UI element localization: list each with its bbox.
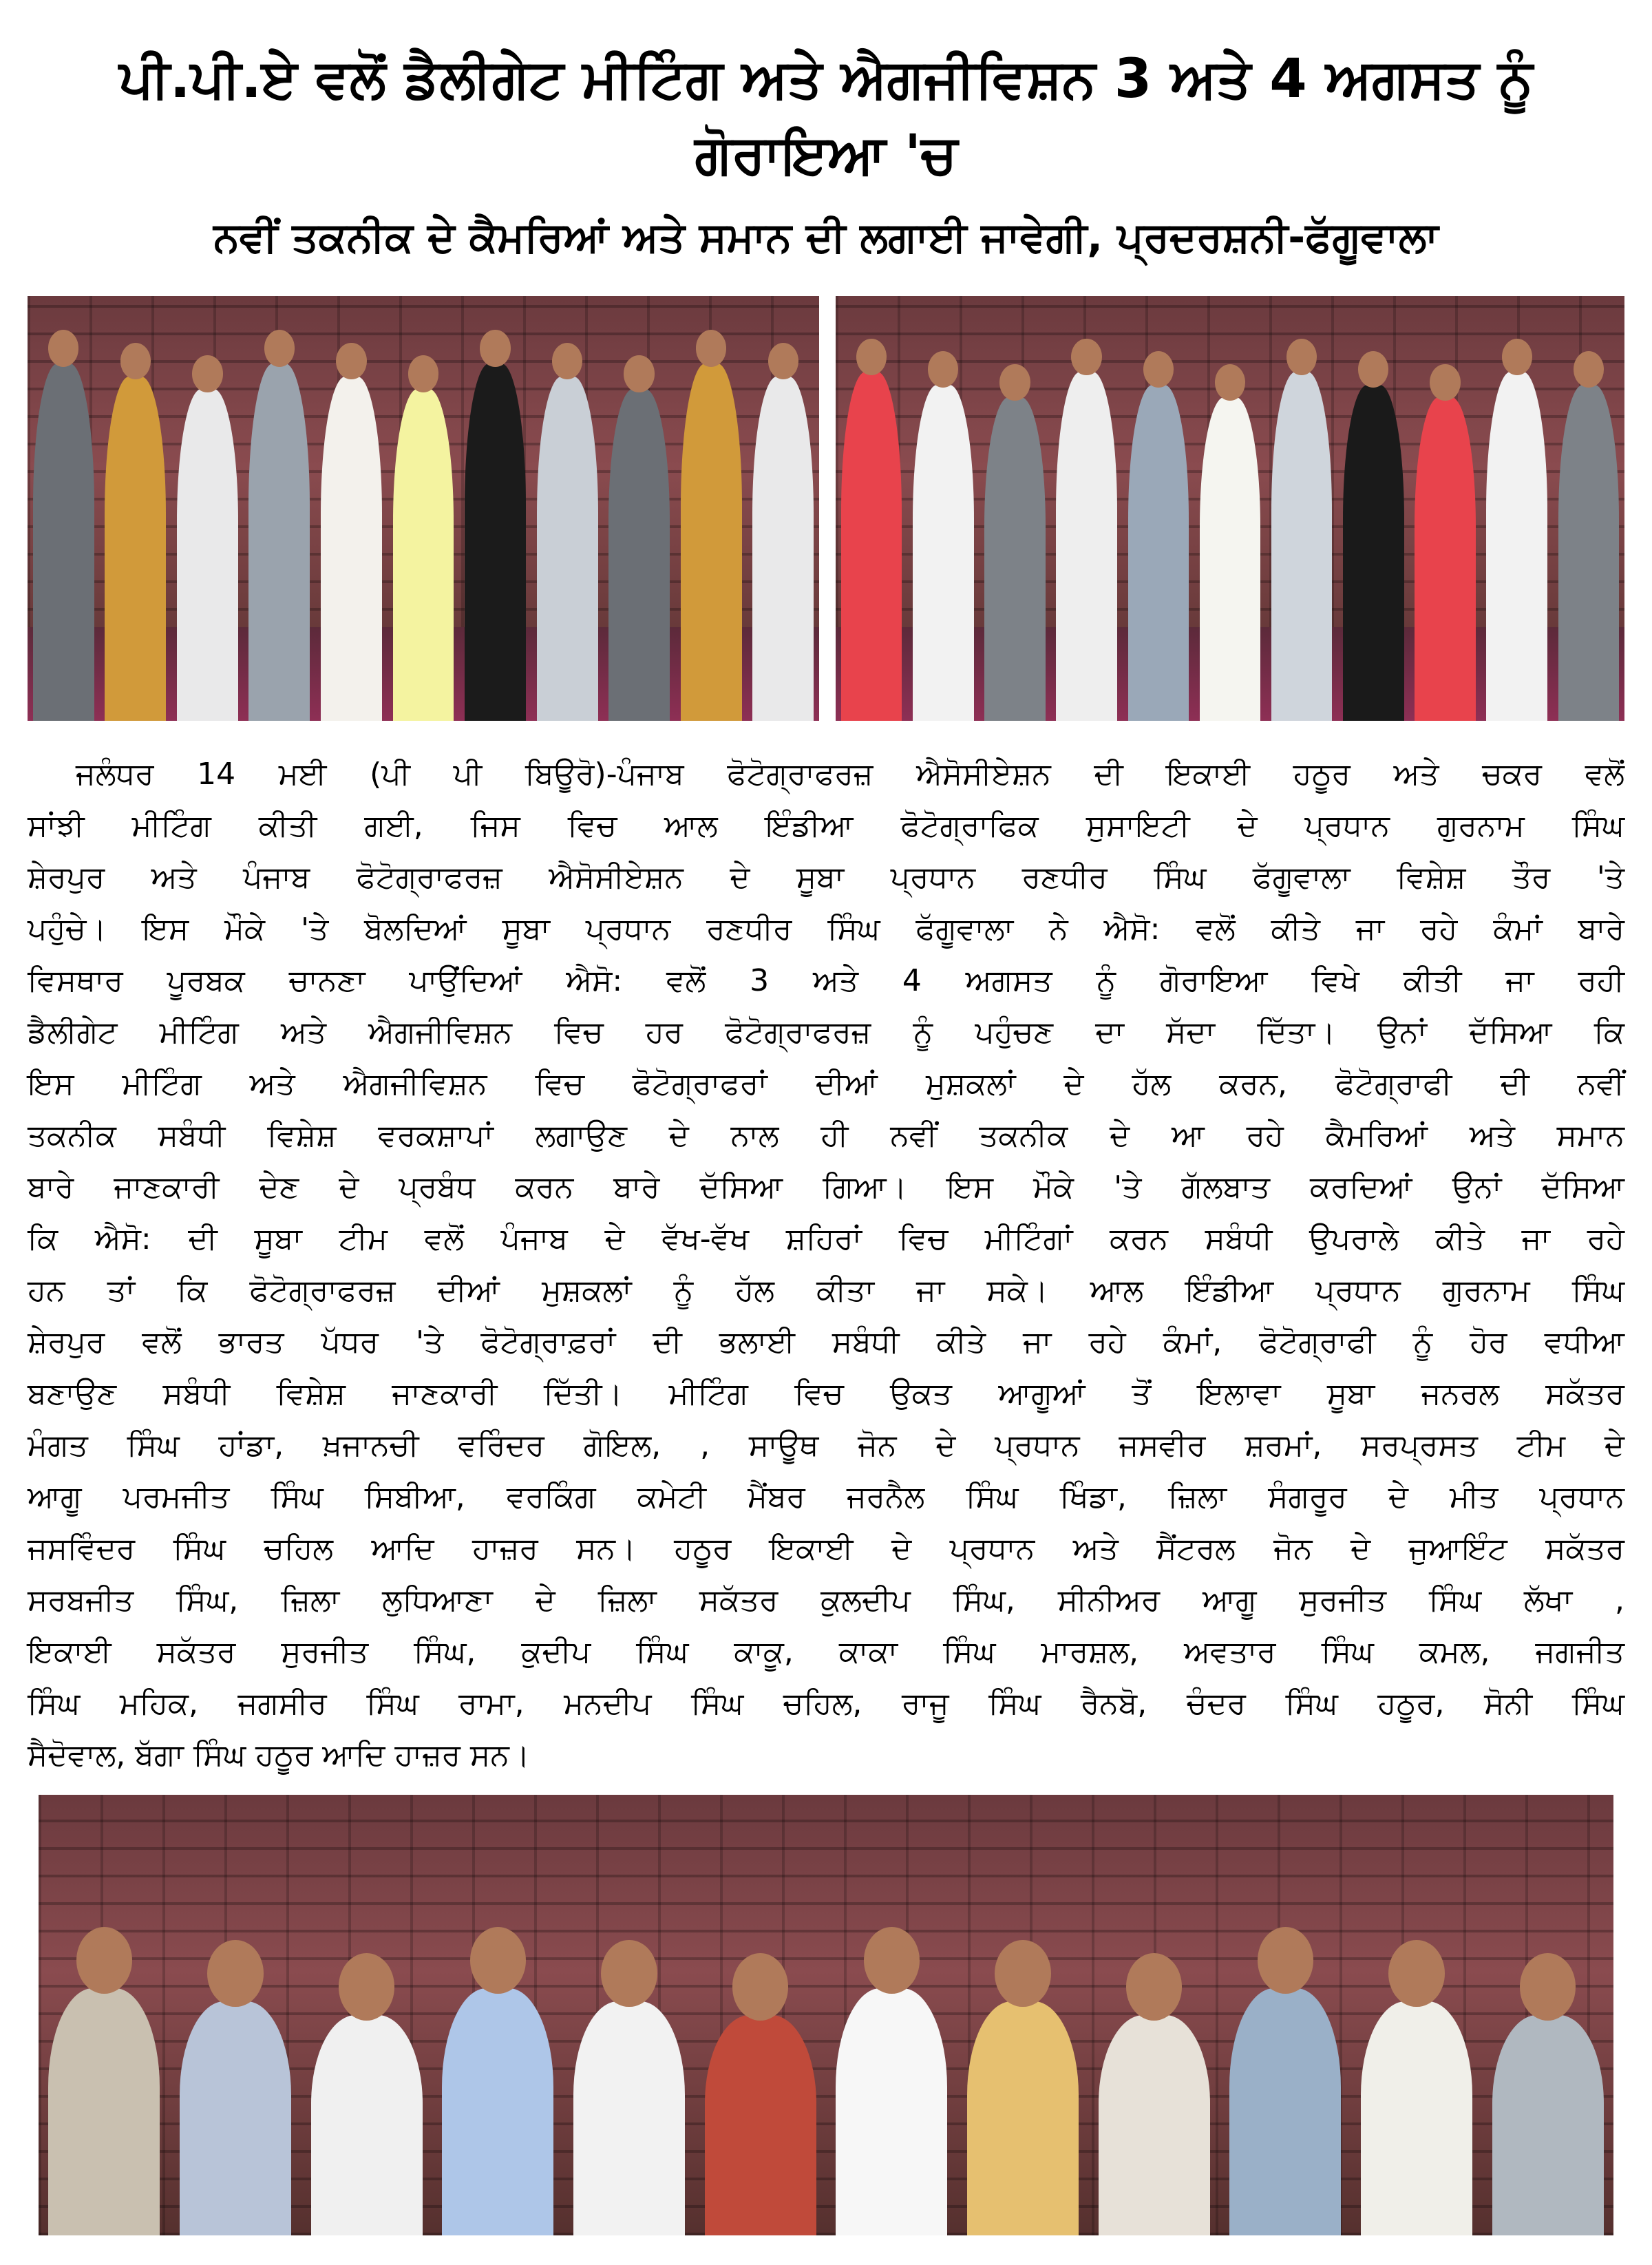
person-silhouette <box>841 372 902 721</box>
article-line: ਸਾਂਝੀ ਮੀਟਿੰਗ ਕੀਤੀ ਗਈ, ਜਿਸ ਵਿਚ ਆਲ ਇੰਡੀਆ ਫੋਟੋਗ੍ਰਾਫਿਕ ਸੁਸਾਇਟੀ ਦੇ ਪ੍ਰਧਾਨ ਗੁਰਨਾਮ ਸਿੰਘ <box>28 808 1624 843</box>
subheadline: ਨਵੀਂ ਤਕਨੀਕ ਦੇ ਕੈਮਰਿਆਂ ਅਤੇ ਸਮਾਨ ਦੀ ਲਗਾਈ ਜਾਵੇਗੀ, ਪ੍ਰਦਰਸ਼ਨੀ-ਫੱਗੂਵਾਲਾ <box>213 213 1439 262</box>
person-head <box>1071 339 1101 375</box>
person-head <box>339 1953 394 2020</box>
article-line: ਆਗੂ ਪਰਮਜੀਤ ਸਿੰਘ ਸਿਬੀਆ, ਵਰਕਿੰਗ ਕਮੇਟੀ ਮੈਂਬਰ ਜਰਨੈਲ ਸਿੰਘ ਖਿੰਡਾ, ਜ਼ਿਲਾ ਸੰਗਰੂਰ ਦੇ ਮੀਤ ਪ੍ਰਧਾਨ <box>28 1479 1624 1515</box>
person-head <box>1126 1953 1182 2020</box>
article-line: ਤਕਨੀਕ ਸਬੰਧੀ ਵਿਸ਼ੇਸ਼ ਵਰਕਸ਼ਾਪਾਂ ਲਗਾਉਣ ਦੇ ਨਾਲ ਹੀ ਨਵੀਂ ਤਕਨੀਕ ਦੇ ਆ ਰਹੇ ਕੈਮਰਿਆਂ ਅਤੇ ਸਮਾਨ <box>28 1118 1624 1153</box>
person-head <box>264 330 295 366</box>
person-silhouette <box>681 364 742 721</box>
meeting-photo <box>39 1795 1613 2235</box>
person-silhouette <box>537 377 598 721</box>
person-head <box>120 343 151 379</box>
person-silhouette <box>442 1988 553 2235</box>
headline: ਪੀ.ਪੀ.ਏ ਵਲੋਂ ਡੈਲੀਗੇਟ ਮੀਟਿੰਗ ਅਤੇ ਐਗਜੀਵਿਸ਼ਨ 3 ਅਤੇ 4 ਅਗਸਤ ਨੂੰ ਗੋਰਾਇਆ 'ਚ <box>119 48 1533 186</box>
person-head <box>624 355 654 392</box>
person-silhouette <box>1229 1988 1341 2235</box>
person-silhouette <box>984 397 1046 721</box>
article-line: ਸ਼ੇਰਪੁਰ ਵਲੋਂ ਭਾਰਤ ਪੱਧਰ 'ਤੇ ਫੋਟੋਗ੍ਰਾਫ਼ਰਾਂ ਦੀ ਭਲਾਈ ਸਬੰਧੀ ਕੀਤੇ ਜਾ ਰਹੇ ਕੰਮਾਂ, ਫੋਟੋਗ੍ਰਾਫੀ ਨੂੰ ਹੋਰ ਵਧੀਆ <box>28 1325 1624 1360</box>
person-head <box>732 1953 788 2020</box>
person-silhouette <box>177 389 238 721</box>
person-head <box>1286 339 1317 375</box>
article-body <box>28 748 1624 1781</box>
article-line: ਪਹੁੰਚੇ। ਇਸ ਮੌਕੇ 'ਤੇ ਬੋਲਦਿਆਂ ਸੂਬਾ ਪ੍ਰਧਾਨ ਰਣਧੀਰ ਸਿੰਘ ਫੱਗੂਵਾਲਾ ਨੇ ਐਸੋ: ਵਲੋਂ ਕੀਤੇ ਜਾ ਰਹੇ ਕੰਮਾਂ ਬਾਰੇ <box>28 912 1624 947</box>
person-head <box>192 355 222 392</box>
person-silhouette <box>33 364 94 721</box>
person-silhouette <box>1492 2015 1604 2235</box>
person-head <box>336 343 366 379</box>
article-line: ਬਾਰੇ ਜਾਣਕਾਰੀ ਦੇਣ ਦੇ ਪ੍ਰਬੰਧ ਕਰਨ ਬਾਰੇ ਦੱਸਿਆ ਗਿਆ। ਇਸ ਮੌਕੇ 'ਤੇ ਗੱਲਬਾਤ ਕਰਦਿਆਂ ਉਨਾਂ ਦੱਸਿਆ <box>28 1170 1624 1205</box>
person-silhouette <box>836 1988 947 2235</box>
person-silhouette <box>1558 385 1620 721</box>
person-head <box>1574 351 1604 388</box>
article-line: ਸ਼ੇਰਪੁਰ ਅਤੇ ਪੰਜਾਬ ਫੋਟੋਗ੍ਰਾਫਰਜ਼ ਐਸੋਸੀਏਸ਼ਨ ਦੇ ਸੂਬਾ ਪ੍ਰਧਾਨ ਰਣਧੀਰ ਸਿੰਘ ਫੱਗੂਵਾਲਾ ਵਿਸ਼ੇਸ਼ ਤੌਰ 'ਤੇ <box>28 860 1624 895</box>
person-head <box>696 330 726 366</box>
article-line: ਜਲੰਧਰ 14 ਮਈ (ਪੀ ਪੀ ਬਿਊਰੋ)-ਪੰਜਾਬ ਫੋਟੋਗ੍ਰਾਫਰਜ਼ ਐਸੋਸੀਏਸ਼ਨ ਦੀ ਇਕਾਈ ਹਠੂਰ ਅਤੇ ਚਕਰ ਵਲੋਂ <box>76 757 1624 792</box>
person-silhouette <box>752 377 814 721</box>
article-line: ਬਣਾਉਣ ਸਬੰਧੀ ਵਿਸ਼ੇਸ਼ ਜਾਣਕਾਰੀ ਦਿੱਤੀ। ਮੀਟਿੰਗ ਵਿਚ ਉਕਤ ਆਗੂਆਂ ਤੋਂ ਇਲਾਵਾ ਸੂਬਾ ਜਨਰਲ ਸਕੱਤਰ <box>28 1376 1624 1411</box>
person-silhouette <box>1099 2015 1210 2235</box>
person-silhouette <box>48 1988 160 2235</box>
person-silhouette <box>608 389 670 721</box>
person-silhouette <box>180 2001 291 2235</box>
person-silhouette <box>311 2015 423 2235</box>
person-head <box>995 1940 1050 2007</box>
person-head <box>408 355 438 392</box>
article-line: ਕਿ ਐਸੋ: ਦੀ ਸੂਬਾ ਟੀਮ ਵਲੋਂ ਪੰਜਾਬ ਦੇ ਵੱਖ-ਵੱਖ ਸ਼ਹਿਰਾਂ ਵਿਚ ਮੀਟਿੰਗਾਂ ਕਰਨ ਸਬੰਧੀ ਉਪਰਾਲੇ ਕੀਤੇ ਜਾ ਰਹੇ <box>28 1221 1624 1256</box>
person-head <box>1520 1953 1576 2020</box>
person-head <box>470 1927 526 1994</box>
person-head <box>864 1927 920 1994</box>
person-silhouette <box>1415 397 1476 721</box>
person-head <box>1258 1927 1313 1994</box>
person-silhouette <box>1343 385 1404 721</box>
person-silhouette <box>1128 385 1189 721</box>
person-silhouette <box>465 364 526 721</box>
person-head <box>552 343 582 379</box>
article-line: ਵਿਸਥਾਰ ਪੂਰਬਕ ਚਾਨਣਾ ਪਾਉਂਦਿਆਂ ਐਸੋ: ਵਲੋਂ 3 ਅਤੇ 4 ਅਗਸਤ ਨੂੰ ਗੋਰਾਇਆ ਵਿਖੇ ਕੀਤੀ ਜਾ ਰਹੀ <box>28 963 1624 998</box>
article-line: ਹਨ ਤਾਂ ਕਿ ਫੋਟੋਗ੍ਰਾਫਰਜ਼ ਦੀਆਂ ਮੁਸ਼ਕਲਾਂ ਨੂੰ ਹੱਲ ਕੀਤਾ ਜਾ ਸਕੇ। ਆਲ ਇੰਡੀਆ ਪ੍ਰਧਾਨ ਗੁਰਨਾਮ ਸਿੰਘ <box>28 1273 1624 1308</box>
person-silhouette <box>913 385 974 721</box>
person-silhouette <box>105 377 166 721</box>
person-head <box>768 343 798 379</box>
person-silhouette <box>967 2001 1079 2235</box>
person-silhouette <box>248 364 310 721</box>
person-head <box>601 1940 657 2007</box>
article-line: ਸਿੰਘ ਮਹਿਕ, ਜਗਸੀਰ ਸਿੰਘ ਰਾਮਾ, ਮਨਦੀਪ ਸਿੰਘ ਚਹਿਲ, ਰਾਜੂ ਸਿੰਘ ਰੈਨਬੋ, ਚੰਦਰ ਸਿੰਘ ਹਠੂਰ, ਸੋਨੀ ਸਿੰਘ <box>28 1686 1624 1721</box>
person-head <box>76 1927 132 1994</box>
person-head <box>48 330 78 366</box>
article-line: ਮੰਗਤ ਸਿੰਘ ਹਾਂਡਾ, ਖ਼ਜਾਨਚੀ ਵਰਿੰਦਰ ਗੋਇਲ, , ਸਾਊਥ ਜੋਨ ਦੇ ਪ੍ਰਧਾਨ ਜਸਵੀਰ ਸ਼ਰਮਾਂ, ਸਰਪ੍ਰਸਤ ਟੀਮ ਦੇ <box>28 1428 1624 1463</box>
person-head <box>1430 364 1460 401</box>
person-head <box>207 1940 263 2007</box>
article-line: ਜਸਵਿੰਦਰ ਸਿੰਘ ਚਹਿਲ ਆਦਿ ਹਾਜ਼ਰ ਸਨ। ਹਠੂਰ ਇਕਾਈ ਦੇ ਪ੍ਰਧਾਨ ਅਤੇ ਸੈਂਟਰਲ ਜੋਨ ਦੇ ਜੁਆਇੰਟ ਸਕੱਤਰ <box>28 1531 1624 1566</box>
person-silhouette <box>1200 397 1261 721</box>
photo-row <box>28 296 1624 721</box>
person-silhouette <box>393 389 454 721</box>
person-silhouette <box>1271 372 1333 721</box>
person-silhouette <box>1486 372 1547 721</box>
person-head <box>1143 351 1174 388</box>
person-silhouette <box>705 2015 816 2235</box>
person-silhouette <box>573 2001 685 2235</box>
group-photo-award-left <box>28 296 819 721</box>
group-photo-award-right <box>836 296 1624 721</box>
article-line: ਸਰਬਜੀਤ ਸਿੰਘ, ਜ਼ਿਲਾ ਲੁਧਿਆਣਾ ਦੇ ਜ਼ਿਲਾ ਸਕੱਤਰ ਕੁਲਦੀਪ ਸਿੰਘ, ਸੀਨੀਅਰ ਆਗੂ ਸੁਰਜੀਤ ਸਿੰਘ ਲੱਖਾ , <box>28 1583 1624 1618</box>
article-line: ਡੈਲੀਗੇਟ ਮੀਟਿੰਗ ਅਤੇ ਐਗਜੀਵਿਸ਼ਨ ਵਿਚ ਹਰ ਫੋਟੋਗ੍ਰਾਫਰਜ਼ ਨੂੰ ਪਹੁੰਚਣ ਦਾ ਸੱਦਾ ਦਿੱਤਾ। ਉਨਾਂ ਦੱਸਿਆ ਕਿ <box>28 1015 1624 1050</box>
person-head <box>1388 1940 1444 2007</box>
person-silhouette <box>1361 2001 1472 2235</box>
person-head <box>1215 364 1245 401</box>
person-head <box>999 364 1030 401</box>
person-head <box>480 330 510 366</box>
person-head <box>856 339 887 375</box>
article-line: ਸੈਦੋਵਾਲ, ਬੱਗਾ ਸਿੰਘ ਹਠੂਰ ਆਦਿ ਹਾਜ਼ਰ ਸਨ। <box>28 1738 530 1773</box>
person-silhouette <box>1056 372 1117 721</box>
person-head <box>1502 339 1532 375</box>
article-line: ਇਕਾਈ ਸਕੱਤਰ ਸੁਰਜੀਤ ਸਿੰਘ, ਕੁਦੀਪ ਸਿੰਘ ਕਾਕੂ, ਕਾਕਾ ਸਿੰਘ ਮਾਰਸ਼ਲ, ਅਵਤਾਰ ਸਿੰਘ ਕਮਲ, ਜਗਜੀਤ <box>28 1634 1624 1669</box>
person-silhouette <box>321 377 382 721</box>
article-line: ਇਸ ਮੀਟਿੰਗ ਅਤੇ ਐਗਜੀਵਿਸ਼ਨ ਵਿਚ ਫੋਟੋਗ੍ਰਾਫਰਾਂ ਦੀਆਂ ਮੁਸ਼ਕਲਾਂ ਦੇ ਹੱਲ ਕਰਨ, ਫੋਟੋਗ੍ਰਾਫੀ ਦੀ ਨਵੀਂ <box>28 1066 1624 1102</box>
